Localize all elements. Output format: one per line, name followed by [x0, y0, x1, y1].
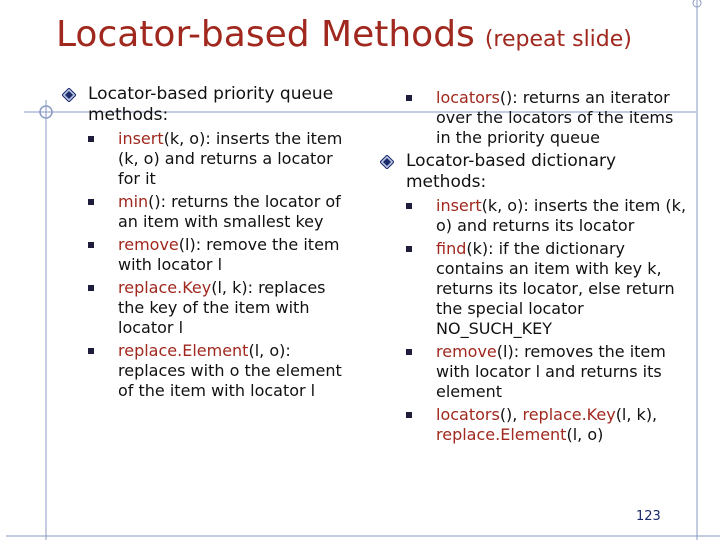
square-bullet-icon: [406, 95, 412, 101]
square-bullet-icon: [406, 203, 412, 209]
method-name: remove: [118, 235, 179, 254]
slide-title: [56, 14, 632, 55]
square-bullet-icon: [88, 136, 94, 142]
method-name: insert: [436, 196, 482, 215]
square-bullet-icon: [88, 285, 94, 291]
method-name: replace.Key: [118, 278, 212, 297]
list-item: [388, 405, 688, 445]
method-name: replace.Key: [522, 405, 616, 424]
method-desc: (k, o): inserts the item (k, o) and returns a locator for it: [118, 129, 343, 188]
method-desc: (l, k): replaces the key of the item with locator l: [118, 278, 326, 337]
title-main: Locator-based Methods: [56, 14, 475, 55]
left-column: [56, 84, 356, 401]
list-item: [56, 278, 356, 338]
list-item: [56, 235, 356, 275]
method-name: locators: [436, 405, 500, 424]
list-item: [388, 196, 688, 236]
square-bullet-icon: [88, 199, 94, 205]
square-bullet-icon: [406, 349, 412, 355]
page-number: 123: [636, 509, 661, 524]
diamond-bullet-icon: [62, 88, 76, 102]
method-desc: (l): remove the item with locator l: [118, 235, 340, 274]
dict-heading-text: Locator-based dictionary methods:: [406, 151, 617, 192]
method-sep: (l, o): [566, 425, 604, 444]
square-bullet-icon: [406, 412, 412, 418]
method-name: insert: [118, 129, 164, 148]
method-sep: (l, k),: [615, 405, 658, 424]
pq-heading: [56, 84, 356, 126]
method-name: find: [436, 239, 467, 258]
method-desc: (l, o): replaces with o the element of the item with locator l: [118, 341, 342, 400]
method-desc: (): returns an iterator over the locators of the items in the priority queue: [436, 88, 674, 147]
method-name: min: [118, 192, 149, 211]
square-bullet-icon: [406, 246, 412, 252]
list-item: [56, 129, 356, 189]
method-desc: (k): if the dictionary contains an item with key k, returns its locator, else return the special locator NO_SUCH_KEY: [436, 239, 675, 338]
square-bullet-icon: [88, 242, 94, 248]
pq-heading-text: Locator-based priority queue methods:: [88, 84, 334, 125]
list-item: [388, 239, 688, 339]
method-desc: (k, o): inserts the item (k, o) and returns its locator: [436, 196, 687, 235]
method-name: remove: [436, 342, 497, 361]
method-name: replace.Element: [436, 425, 567, 444]
list-item: [56, 192, 356, 232]
dict-heading: [388, 151, 688, 193]
method-desc: (l): removes the item with locator l and returns its element: [436, 342, 666, 401]
method-sep: (),: [499, 405, 523, 424]
list-item: [388, 342, 688, 402]
method-desc: (): returns the locator of an item with smallest key: [118, 192, 341, 231]
list-item: [388, 88, 688, 148]
list-item: [56, 341, 356, 401]
right-column: [388, 88, 688, 445]
square-bullet-icon: [88, 348, 94, 354]
method-name: locators: [436, 88, 500, 107]
diamond-bullet-icon: [380, 155, 394, 169]
title-sub: (repeat slide): [484, 27, 632, 52]
method-name: replace.Element: [118, 341, 249, 360]
